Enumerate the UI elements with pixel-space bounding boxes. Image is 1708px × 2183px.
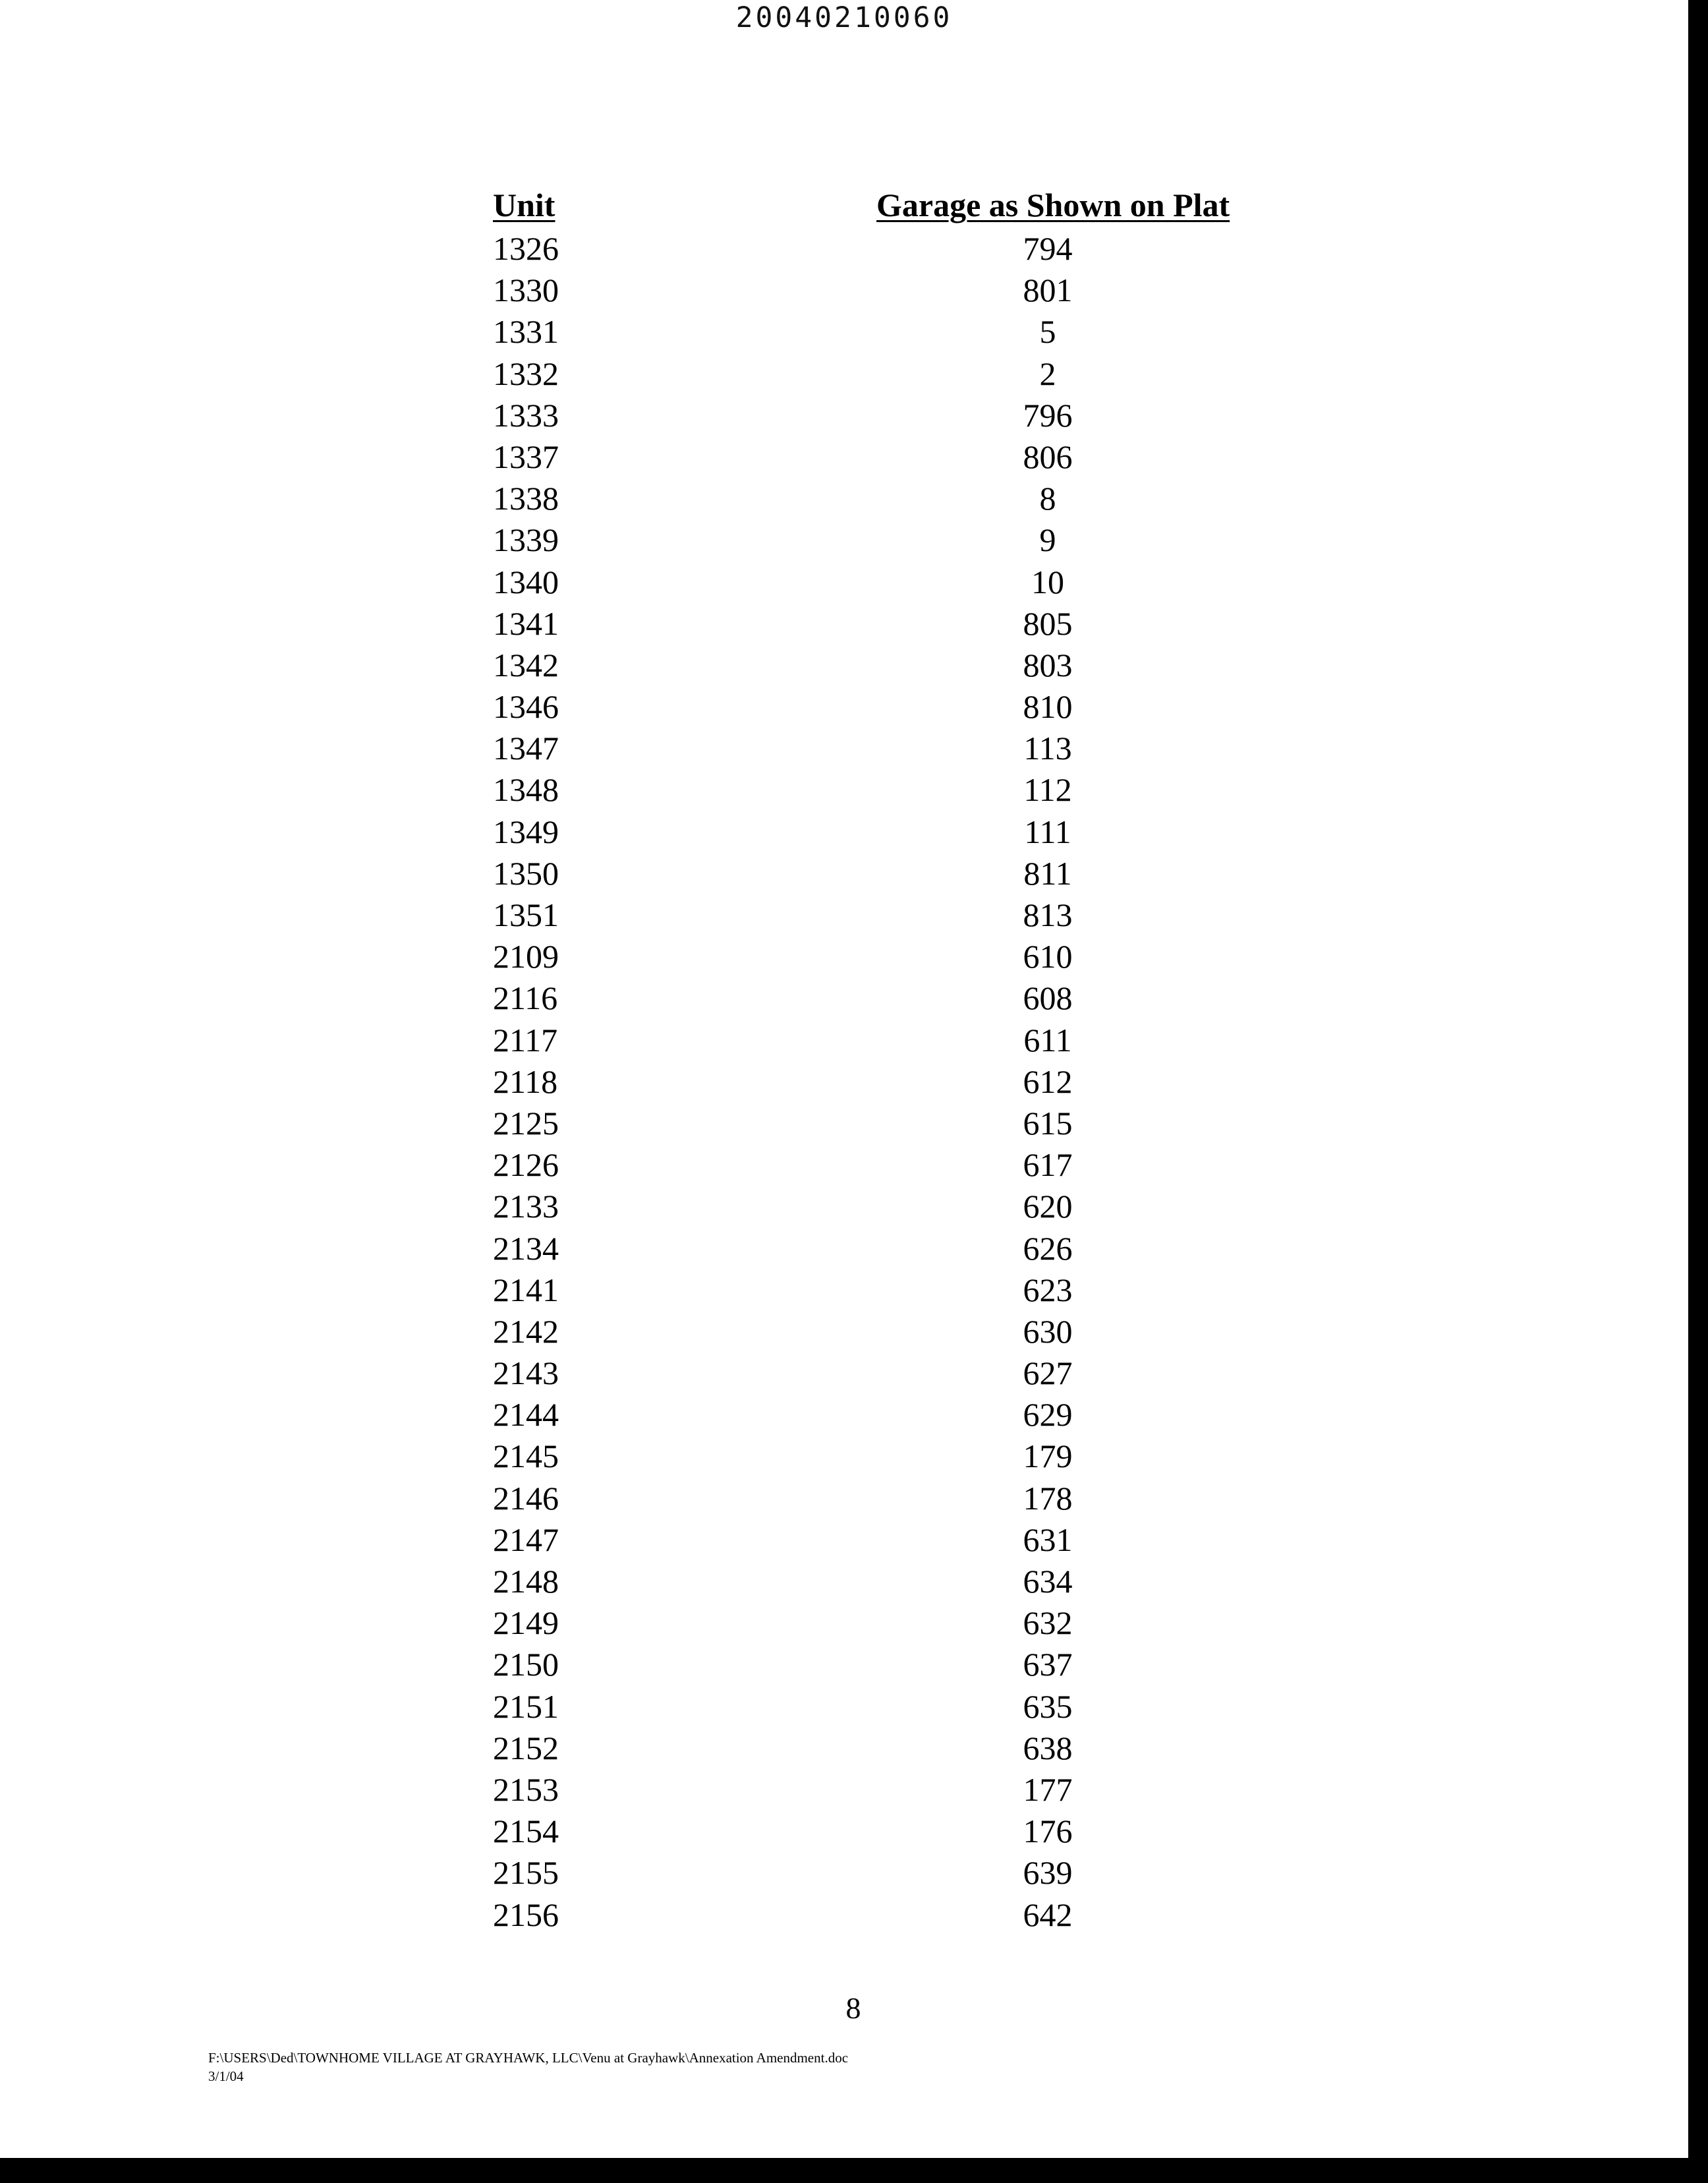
- unit-cell: 2151: [493, 1687, 559, 1725]
- table-row: [455, 477, 1311, 518]
- garage-cell: 626: [1023, 1229, 1073, 1267]
- garage-cell: 178: [1023, 1479, 1073, 1517]
- table-row: [455, 1393, 1311, 1434]
- table-row: [455, 1101, 1311, 1143]
- garage-cell: 810: [1023, 688, 1073, 726]
- table-row: [455, 1018, 1311, 1060]
- unit-cell: 1347: [493, 730, 559, 767]
- unit-cell: 1331: [493, 313, 559, 351]
- garage-cell: 637: [1023, 1646, 1073, 1683]
- table-row: [455, 352, 1311, 393]
- unit-cell: 2109: [493, 938, 559, 975]
- table-row: [455, 1518, 1311, 1559]
- table-row: [455, 1143, 1311, 1184]
- unit-cell: 2117: [493, 1021, 558, 1059]
- garage-cell: 631: [1023, 1521, 1073, 1558]
- unit-cell: 1350: [493, 854, 559, 892]
- table-body: [455, 227, 1311, 1935]
- table-row: [455, 310, 1311, 351]
- garage-cell: 635: [1023, 1687, 1073, 1725]
- table-row: [455, 268, 1311, 310]
- unit-cell: 2149: [493, 1604, 559, 1642]
- unit-cell: 2155: [493, 1854, 559, 1892]
- table-row: [455, 726, 1311, 768]
- table-row: [455, 1643, 1311, 1684]
- garage-cell: 627: [1023, 1354, 1073, 1392]
- unit-cell: 2143: [493, 1354, 559, 1392]
- garage-cell: 176: [1023, 1813, 1073, 1850]
- garage-cell: 608: [1023, 979, 1073, 1017]
- garage-cell: 801: [1023, 272, 1073, 309]
- unit-cell: 2147: [493, 1521, 559, 1558]
- table-row: [455, 1351, 1311, 1393]
- table-row: [455, 1726, 1311, 1768]
- garage-cell: 639: [1023, 1854, 1073, 1892]
- unit-cell: 2141: [493, 1271, 559, 1308]
- table-row: [455, 1476, 1311, 1518]
- table-row: [455, 602, 1311, 643]
- unit-cell: 2148: [493, 1563, 559, 1600]
- unit-cell: 2146: [493, 1479, 559, 1517]
- garage-cell: 2: [1039, 355, 1056, 392]
- unit-cell: 2153: [493, 1770, 559, 1808]
- garage-cell: 632: [1023, 1604, 1073, 1642]
- table-row: [455, 1227, 1311, 1268]
- unit-cell: 2126: [493, 1146, 559, 1184]
- unit-cell: 1340: [493, 563, 559, 600]
- garage-cell: 10: [1031, 563, 1064, 600]
- table-row: [455, 435, 1311, 477]
- garage-cell: 9: [1039, 521, 1056, 559]
- garage-cell: 634: [1023, 1563, 1073, 1600]
- table-row: [455, 810, 1311, 852]
- unit-cell: 1332: [493, 355, 559, 392]
- table-row: [455, 893, 1311, 935]
- unit-cell: 2144: [493, 1396, 559, 1434]
- garage-column-header: Garage as Shown on Plat: [876, 187, 1230, 223]
- unit-cell: 2142: [493, 1312, 559, 1350]
- garage-cell: 177: [1023, 1770, 1073, 1808]
- unit-cell: 1342: [493, 646, 559, 684]
- garage-cell: 620: [1023, 1188, 1073, 1225]
- garage-cell: 803: [1023, 646, 1073, 684]
- garage-cell: 805: [1023, 604, 1073, 642]
- unit-cell: 2152: [493, 1729, 559, 1766]
- table-row: [455, 1184, 1311, 1226]
- garage-cell: 813: [1023, 896, 1073, 933]
- table-row: [455, 1851, 1311, 1892]
- table-row: [455, 1060, 1311, 1101]
- page-number: 8: [845, 1991, 861, 2025]
- unit-cell: 1338: [493, 480, 559, 517]
- table-row: [455, 685, 1311, 726]
- table-row: [455, 560, 1311, 602]
- garage-cell: 8: [1039, 480, 1056, 517]
- table-row: [455, 518, 1311, 560]
- table-row: [455, 768, 1311, 809]
- unit-cell: 1341: [493, 604, 559, 642]
- garage-cell: 5: [1039, 313, 1056, 351]
- garage-cell: 638: [1023, 1729, 1073, 1766]
- garage-cell: 612: [1023, 1062, 1073, 1100]
- unit-cell: 2150: [493, 1646, 559, 1683]
- garage-cell: 794: [1023, 230, 1073, 267]
- garage-cell: 112: [1023, 771, 1072, 809]
- table-row: [455, 643, 1311, 685]
- garage-cell: 610: [1023, 938, 1073, 975]
- garage-cell: 611: [1023, 1021, 1072, 1059]
- garage-cell: 811: [1023, 854, 1072, 892]
- garage-cell: 642: [1023, 1896, 1073, 1933]
- unit-cell: 2116: [493, 979, 558, 1017]
- footer-date: 3/1/04: [208, 2068, 244, 2084]
- unit-cell: 1346: [493, 688, 559, 726]
- unit-cell: 1349: [493, 813, 559, 850]
- table-row: [455, 393, 1311, 435]
- table-header-row: [455, 183, 1311, 227]
- unit-cell: 2134: [493, 1229, 559, 1267]
- unit-cell: 2145: [493, 1438, 559, 1475]
- unit-cell: 1326: [493, 230, 559, 267]
- document-number: 20040210060: [735, 1, 953, 34]
- unit-cell: 2154: [493, 1813, 559, 1850]
- unit-cell: 2133: [493, 1188, 559, 1225]
- table-row: [455, 976, 1311, 1018]
- table-row: [455, 935, 1311, 976]
- garage-cell: 179: [1023, 1438, 1073, 1475]
- unit-column-header: Unit: [493, 187, 555, 223]
- unit-cell: 2156: [493, 1896, 559, 1933]
- garage-cell: 806: [1023, 438, 1073, 475]
- table-row: [455, 1559, 1311, 1601]
- garage-cell: 113: [1023, 730, 1072, 767]
- unit-cell: 1339: [493, 521, 559, 559]
- unit-cell: 1348: [493, 771, 559, 809]
- unit-cell: 1351: [493, 896, 559, 933]
- table-row: [455, 1685, 1311, 1726]
- table-row: [455, 1809, 1311, 1851]
- unit-cell: 2125: [493, 1104, 559, 1142]
- unit-cell: 1337: [493, 438, 559, 475]
- table-row: [455, 1601, 1311, 1643]
- table-row: [455, 1768, 1311, 1809]
- unit-cell: 2118: [493, 1062, 558, 1100]
- table-row: [455, 1310, 1311, 1351]
- unit-garage-table: [455, 183, 1311, 1935]
- table-row: [455, 1434, 1311, 1476]
- garage-cell: 630: [1023, 1312, 1073, 1350]
- garage-cell: 615: [1023, 1104, 1073, 1142]
- footer-file-path: F:\USERS\Ded\TOWNHOME VILLAGE AT GRAYHAWK, LLC\Venu at Grayhawk\Annexation Amendment.doc: [208, 2050, 849, 2066]
- garage-cell: 617: [1023, 1146, 1073, 1184]
- table-row: [455, 227, 1311, 268]
- unit-cell: 1330: [493, 272, 559, 309]
- garage-cell: 629: [1023, 1396, 1073, 1434]
- table-row: [455, 1893, 1311, 1935]
- unit-cell: 1333: [493, 396, 559, 434]
- garage-cell: 796: [1023, 396, 1073, 434]
- table-row: [455, 1268, 1311, 1310]
- garage-cell: 111: [1024, 813, 1071, 850]
- garage-cell: 623: [1023, 1271, 1073, 1308]
- table-row: [455, 852, 1311, 893]
- footer: [208, 2049, 848, 2085]
